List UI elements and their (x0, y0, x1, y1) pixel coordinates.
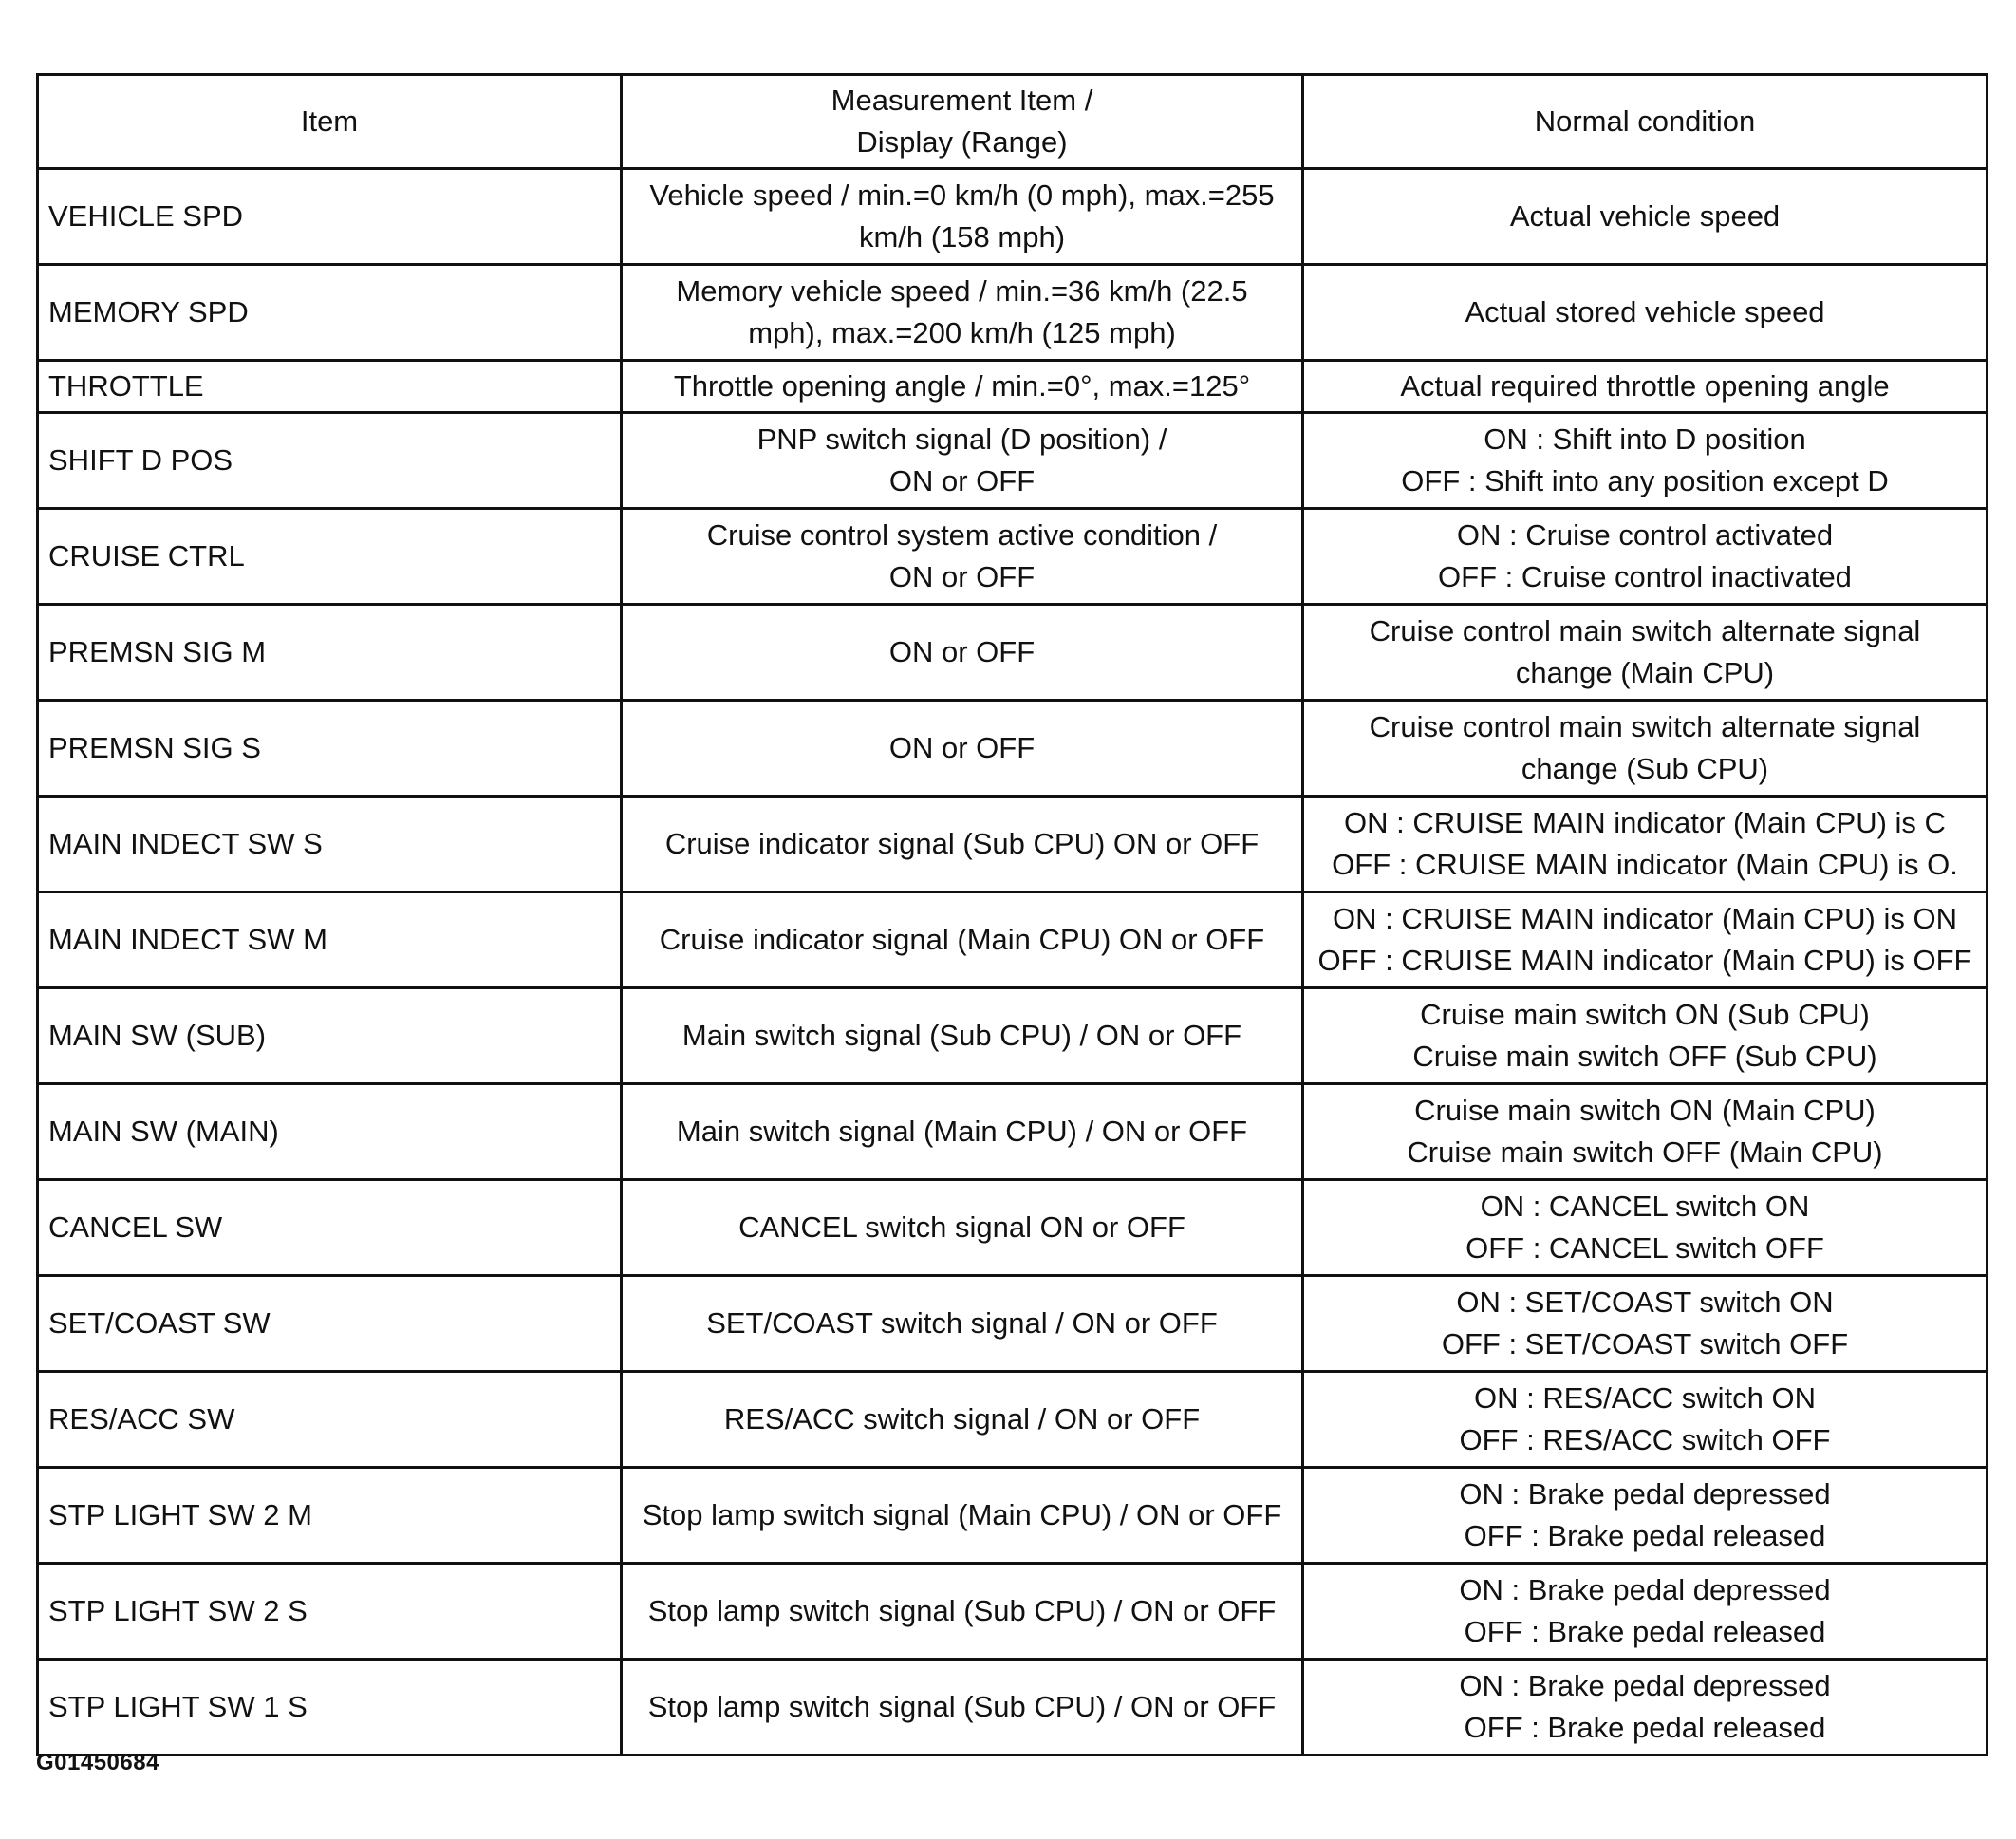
normal-condition-cell (1303, 701, 1988, 797)
normal-condition-cell-line: OFF : Brake pedal released (1464, 1711, 1826, 1744)
measurement-cell (622, 1468, 1303, 1564)
normal-condition-cell (1303, 988, 1988, 1084)
item-cell: STP LIGHT SW 1 S (38, 1660, 622, 1755)
normal-condition-cell (1303, 1660, 1988, 1755)
item-cell: MAIN INDECT SW S (38, 797, 622, 892)
measurement-cell-line: Cruise indicator signal (Sub CPU) ON or OFF (664, 827, 1260, 860)
measurement-cell-line: CANCEL switch signal ON or OFF (738, 1210, 1185, 1244)
table-header (38, 75, 1988, 169)
normal-condition-cell-line: ON : Cruise control activated (1456, 518, 1834, 552)
normal-condition-cell-line: OFF : Brake pedal released (1464, 1615, 1826, 1648)
measurement-cell (622, 701, 1303, 797)
normal-condition-cell-line: Actual vehicle speed (1509, 199, 1781, 233)
normal-condition-cell-line: change (Sub CPU) (1521, 752, 1769, 785)
measurement-cell (622, 797, 1303, 892)
item-cell: VEHICLE SPD (38, 169, 622, 265)
table-row (38, 1564, 1988, 1660)
table-body (38, 169, 1988, 1755)
normal-condition-cell (1303, 1372, 1988, 1468)
table-row (38, 265, 1988, 361)
normal-condition-cell (1303, 892, 1988, 988)
normal-condition-cell-line: ON : CRUISE MAIN indicator (Main CPU) is ON (1333, 902, 1957, 935)
item-cell: PREMSN SIG S (38, 701, 622, 797)
normal-condition-cell (1303, 1564, 1988, 1660)
item-cell: SET/COAST SW (38, 1276, 622, 1372)
measurement-cell-line: Main switch signal (Main CPU) / ON or OFF (676, 1115, 1248, 1148)
header-measurement-line: Measurement Item / (831, 84, 1093, 117)
normal-condition-cell-line: ON : CRUISE MAIN indicator (Main CPU) is C (1344, 806, 1946, 839)
measurement-cell (622, 1180, 1303, 1276)
measurement-cell-line: ON or OFF (888, 560, 1036, 593)
table-row (38, 1660, 1988, 1755)
normal-condition-cell (1303, 1180, 1988, 1276)
measurement-cell (622, 605, 1303, 701)
normal-condition-cell-line: ON : Brake pedal depressed (1459, 1573, 1831, 1606)
normal-condition-cell-line: Cruise main switch OFF (Sub CPU) (1412, 1040, 1877, 1073)
measurement-cell (622, 1084, 1303, 1180)
normal-condition-cell (1303, 265, 1988, 361)
measurement-cell-line: Cruise indicator signal (Main CPU) ON or OFF (659, 923, 1265, 956)
normal-condition-cell (1303, 361, 1988, 413)
measurement-cell-line: ON or OFF (888, 731, 1036, 764)
measurement-cell (622, 1276, 1303, 1372)
measurement-cell (622, 361, 1303, 413)
table-row (38, 1084, 1988, 1180)
header-row (38, 75, 1988, 169)
normal-condition-cell-line: ON : Brake pedal depressed (1459, 1669, 1831, 1702)
item-cell: CRUISE CTRL (38, 509, 622, 605)
header-normal-condition: Normal condition (1303, 75, 1988, 169)
normal-condition-cell (1303, 1276, 1988, 1372)
normal-condition-cell-line: Cruise control main switch alternate signal (1369, 710, 1921, 743)
table-row (38, 1276, 1988, 1372)
normal-condition-cell (1303, 605, 1988, 701)
normal-condition-cell-line: ON : CANCEL switch ON (1480, 1190, 1810, 1223)
item-cell: PREMSN SIG M (38, 605, 622, 701)
normal-condition-cell (1303, 413, 1988, 509)
table-row (38, 1468, 1988, 1564)
table-row (38, 605, 1988, 701)
measurement-cell-line: Cruise control system active condition / (706, 518, 1218, 552)
normal-condition-cell-line: Actual required throttle opening angle (1400, 369, 1890, 403)
item-cell: MAIN SW (SUB) (38, 988, 622, 1084)
normal-condition-cell-line: OFF : Shift into any position except D (1401, 464, 1889, 497)
item-cell: CANCEL SW (38, 1180, 622, 1276)
normal-condition-cell-line: OFF : Brake pedal released (1464, 1519, 1826, 1552)
normal-condition-cell (1303, 1468, 1988, 1564)
measurement-cell (622, 413, 1303, 509)
normal-condition-cell-line: Actual stored vehicle speed (1465, 295, 1825, 328)
normal-condition-cell-line: ON : SET/COAST switch ON (1456, 1285, 1834, 1319)
item-cell: SHIFT D POS (38, 413, 622, 509)
normal-condition-cell-line: Cruise main switch OFF (Main CPU) (1407, 1135, 1883, 1169)
normal-condition-cell-line: Cruise main switch ON (Sub CPU) (1420, 998, 1870, 1031)
measurement-cell-line: mph), max.=200 km/h (125 mph) (748, 316, 1176, 349)
normal-condition-cell-line: change (Main CPU) (1515, 656, 1775, 689)
measurement-cell-line: Vehicle speed / min.=0 km/h (0 mph), max.=255 (649, 178, 1275, 212)
measurement-cell (622, 1564, 1303, 1660)
measurement-cell-line: RES/ACC switch signal / ON or OFF (723, 1402, 1201, 1436)
normal-condition-cell (1303, 1084, 1988, 1180)
item-cell: STP LIGHT SW 2 M (38, 1468, 622, 1564)
item-cell: MAIN SW (MAIN) (38, 1084, 622, 1180)
table-row (38, 797, 1988, 892)
normal-condition-cell-line: OFF : SET/COAST switch OFF (1441, 1327, 1849, 1360)
table-row (38, 1372, 1988, 1468)
item-cell: MEMORY SPD (38, 265, 622, 361)
measurement-cell (622, 509, 1303, 605)
measurement-cell (622, 1372, 1303, 1468)
table-row (38, 361, 1988, 413)
header-measurement-line: Display (Range) (856, 125, 1068, 159)
item-cell: THROTTLE (38, 361, 622, 413)
measurement-cell-line: km/h (158 mph) (858, 220, 1066, 253)
table-row (38, 169, 1988, 265)
measurement-cell-line: PNP switch signal (D position) / (756, 422, 1167, 456)
measurement-cell-line: SET/COAST switch signal / ON or OFF (706, 1306, 1218, 1340)
header-item: Item (38, 75, 622, 169)
measurement-cell (622, 265, 1303, 361)
measurement-cell-line: Stop lamp switch signal (Sub CPU) / ON or OFF (647, 1690, 1277, 1723)
measurement-cell-line: Main switch signal (Sub CPU) / ON or OFF (681, 1019, 1242, 1052)
item-cell: MAIN INDECT SW M (38, 892, 622, 988)
table-row (38, 988, 1988, 1084)
measurement-cell (622, 1660, 1303, 1755)
normal-condition-cell-line: OFF : Cruise control inactivated (1438, 560, 1852, 593)
header-measurement (622, 75, 1303, 169)
measurement-cell-line: Throttle opening angle / min.=0°, max.=125° (673, 369, 1251, 403)
normal-condition-cell-line: OFF : CRUISE MAIN indicator (Main CPU) is O. (1332, 848, 1958, 881)
table-row (38, 413, 1988, 509)
normal-condition-cell (1303, 169, 1988, 265)
measurement-cell-line: ON or OFF (888, 464, 1036, 497)
measurement-cell-line: Memory vehicle speed / min.=36 km/h (22.5 (676, 274, 1248, 308)
normal-condition-cell-line: OFF : RES/ACC switch OFF (1459, 1423, 1831, 1456)
normal-condition-cell-line: ON : Brake pedal depressed (1459, 1477, 1831, 1511)
table-row (38, 1180, 1988, 1276)
item-cell: RES/ACC SW (38, 1372, 622, 1468)
figure-code: G01450684 (36, 1750, 159, 1775)
normal-condition-cell-line: OFF : CANCEL switch OFF (1465, 1231, 1824, 1265)
item-cell: STP LIGHT SW 2 S (38, 1564, 622, 1660)
measurement-cell-line: ON or OFF (888, 635, 1036, 668)
table-row (38, 701, 1988, 797)
measurement-cell-line: Stop lamp switch signal (Sub CPU) / ON or OFF (647, 1594, 1277, 1627)
normal-condition-cell-line: ON : Shift into D position (1484, 422, 1806, 456)
normal-condition-cell-line: ON : RES/ACC switch ON (1474, 1381, 1816, 1415)
table-row (38, 892, 1988, 988)
normal-condition-cell-line: Cruise control main switch alternate signal (1369, 614, 1921, 647)
normal-condition-cell-line: OFF : CRUISE MAIN indicator (Main CPU) is OFF (1317, 944, 1972, 977)
measurement-cell (622, 169, 1303, 265)
measurement-cell-line: Stop lamp switch signal (Main CPU) / ON or OFF (642, 1498, 1282, 1531)
normal-condition-cell-line: Cruise main switch ON (Main CPU) (1414, 1094, 1876, 1127)
measurement-cell (622, 892, 1303, 988)
normal-condition-cell (1303, 509, 1988, 605)
measurement-cell (622, 988, 1303, 1084)
normal-condition-cell (1303, 797, 1988, 892)
data-monitor-table (36, 73, 1988, 1756)
table-row (38, 509, 1988, 605)
